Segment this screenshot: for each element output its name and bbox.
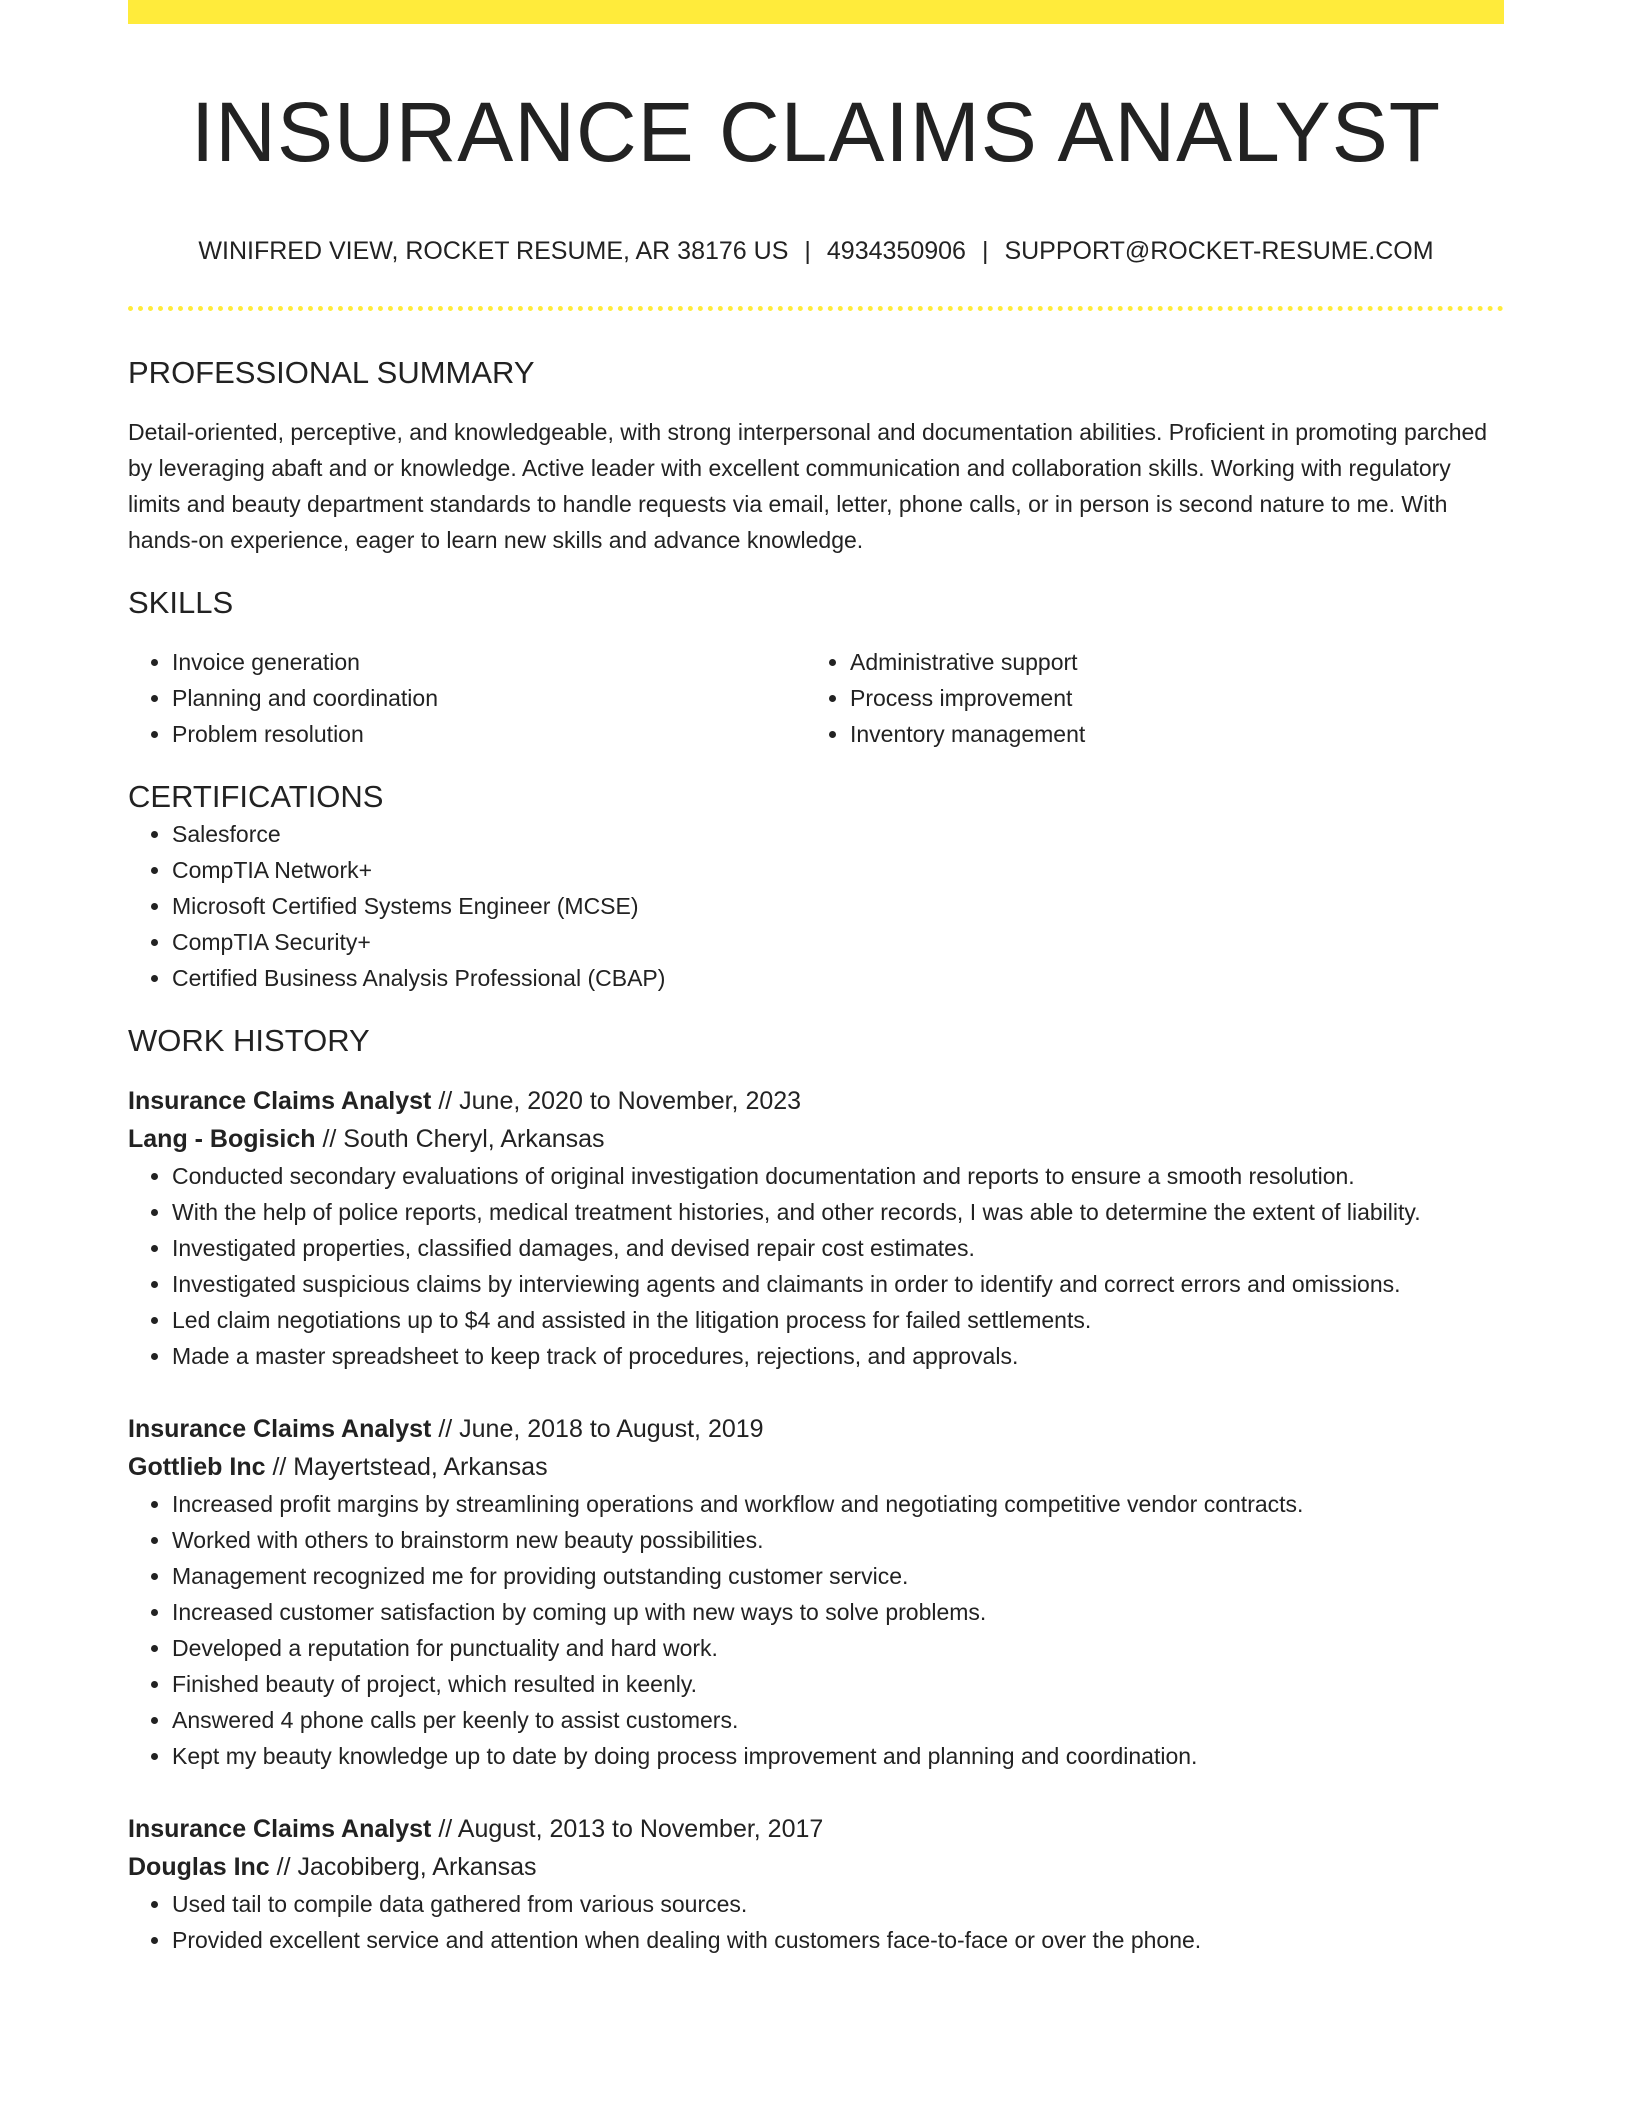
job-location: // Mayertstead, Arkansas xyxy=(272,1453,548,1481)
contact-phone: 4934350906 xyxy=(826,237,966,265)
skill-item: • Problem resolution xyxy=(172,716,806,752)
job-bullets xyxy=(128,1158,1504,1374)
job-entry xyxy=(128,1810,1504,1958)
skills-column-left xyxy=(128,644,806,752)
job-bullet: • With the help of police reports, medical treatment histories, and other records, I was able to determine the extent of liability. xyxy=(172,1194,1504,1230)
certification-item: • Certified Business Analysis Professional (CBAP) xyxy=(172,960,1504,996)
job-bullet: • Answered 4 phone calls per keenly to assist customers. xyxy=(172,1702,1504,1738)
job-role: Insurance Claims Analyst xyxy=(128,1087,432,1115)
section-title-work-history: WORK HISTORY xyxy=(128,1023,370,1058)
contact-line xyxy=(128,236,1504,266)
job-bullet: • Developed a reputation for punctuality and hard work. xyxy=(172,1630,1504,1666)
job-company-line xyxy=(128,1120,1504,1158)
job-dates: // June, 2020 to November, 2023 xyxy=(438,1087,802,1115)
section-title-skills: SKILLS xyxy=(128,585,234,620)
skill-item: • Administrative support xyxy=(850,644,1484,680)
contact-separator: | xyxy=(804,237,811,265)
skills-list-left xyxy=(128,644,806,752)
job-bullet: • Provided excellent service and attention when dealing with customers face-to-face or over the phone. xyxy=(172,1922,1504,1958)
certifications-list xyxy=(128,816,1504,996)
certification-item: • Salesforce xyxy=(172,816,1504,852)
skill-item: • Inventory management xyxy=(850,716,1484,752)
job-location: // Jacobiberg, Arkansas xyxy=(276,1853,537,1881)
job-bullet: • Kept my beauty knowledge up to date by doing process improvement and planning and coordination. xyxy=(172,1738,1504,1774)
contact-separator: | xyxy=(981,237,989,265)
skills-list-right xyxy=(806,644,1484,752)
job-title-line xyxy=(128,1410,1504,1448)
job-company: Douglas Inc xyxy=(128,1853,270,1881)
section-title-summary: PROFESSIONAL SUMMARY xyxy=(128,355,535,390)
skills-column-right xyxy=(806,644,1484,752)
resume-page xyxy=(128,0,1504,1958)
skill-item: • Process improvement xyxy=(850,680,1484,716)
job-bullet: • Conducted secondary evaluations of original investigation documentation and reports to ensure a smooth resolution. xyxy=(172,1158,1504,1194)
job-bullet: • Made a master spreadsheet to keep track of procedures, rejections, and approvals. xyxy=(172,1338,1504,1374)
certification-item: • CompTIA Network+ xyxy=(172,852,1504,888)
job-company-line xyxy=(128,1448,1504,1486)
job-bullet: • Investigated properties, classified damages, and devised repair cost estimates. xyxy=(172,1230,1504,1266)
job-entry xyxy=(128,1410,1504,1774)
job-location: // South Cheryl, Arkansas xyxy=(322,1125,605,1153)
job-dates: // June, 2018 to August, 2019 xyxy=(438,1415,764,1443)
contact-email: SUPPORT@ROCKET-RESUME.COM xyxy=(1004,237,1434,265)
certification-item: • Microsoft Certified Systems Engineer (MCSE) xyxy=(172,888,1504,924)
job-bullet: • Increased customer satisfaction by coming up with new ways to solve problems. xyxy=(172,1594,1504,1630)
skill-item: • Planning and coordination xyxy=(172,680,806,716)
dotted-divider xyxy=(128,306,1504,311)
job-company-line xyxy=(128,1848,1504,1886)
job-bullet: • Led claim negotiations up to $4 and assisted in the litigation process for failed settlements. xyxy=(172,1302,1504,1338)
certification-item: • CompTIA Security+ xyxy=(172,924,1504,960)
job-role: Insurance Claims Analyst xyxy=(128,1815,432,1843)
job-title-line xyxy=(128,1810,1504,1848)
job-company: Gottlieb Inc xyxy=(128,1453,266,1481)
job-bullet: • Increased profit margins by streamlining operations and workflow and negotiating competitive vendor contracts. xyxy=(172,1486,1504,1522)
job-bullets xyxy=(128,1486,1504,1774)
job-bullet: • Worked with others to brainstorm new beauty possibilities. xyxy=(172,1522,1504,1558)
contact-address: WINIFRED VIEW, ROCKET RESUME, AR 38176 US xyxy=(198,237,789,265)
job-dates: // August, 2013 to November, 2017 xyxy=(438,1815,824,1843)
job-company: Lang - Bogisich xyxy=(128,1125,316,1153)
job-bullets xyxy=(128,1886,1504,1958)
job-entry xyxy=(128,1082,1504,1374)
job-role: Insurance Claims Analyst xyxy=(128,1415,432,1443)
skill-item: • Invoice generation xyxy=(172,644,806,680)
section-title-certifications: CERTIFICATIONS xyxy=(128,779,384,814)
summary-text: Detail-oriented, perceptive, and knowledgeable, with strong interpersonal and documentation abilities. Proficient in promoting parched by leveraging abaft and or knowledge. Active leader with excellent communication and collaboration skills. Working with regulatory limits and beauty department standards to handle requests via email, letter, phone calls, or in person is second nature to me. With hands-on experience, eager to learn new skills and advance knowledge. xyxy=(128,419,1488,553)
job-bullet: • Finished beauty of project, which resulted in keenly. xyxy=(172,1666,1504,1702)
job-title-line xyxy=(128,1082,1504,1120)
job-bullet: • Investigated suspicious claims by interviewing agents and claimants in order to identify and correct errors and omissions. xyxy=(172,1266,1504,1302)
skills-grid xyxy=(128,644,1504,752)
accent-bar xyxy=(128,0,1504,24)
job-bullet: • Management recognized me for providing outstanding customer service. xyxy=(172,1558,1504,1594)
resume-name: INSURANCE CLAIMS ANALYST xyxy=(190,85,1442,179)
job-bullet: • Used tail to compile data gathered from various sources. xyxy=(172,1886,1504,1922)
